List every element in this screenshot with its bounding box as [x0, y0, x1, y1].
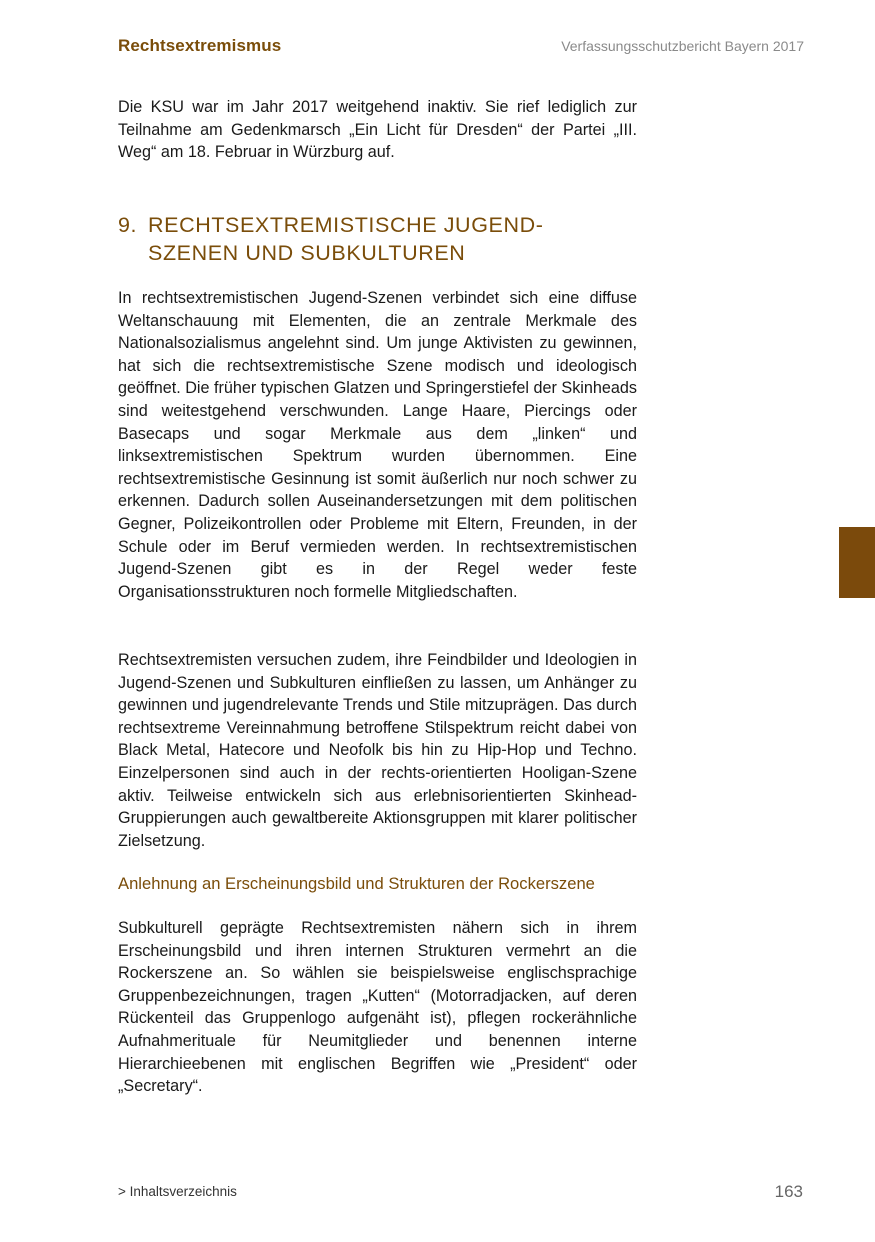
section-heading — [118, 211, 678, 267]
table-of-contents-link[interactable]: > Inhaltsverzeichnis — [118, 1184, 237, 1199]
page-number: 163 — [774, 1182, 803, 1201]
body-paragraph-1: In rechtsextremistischen Jugend-Szenen verbindet sich eine diffuse Weltanschauung mit Elementen, die an zentrale Merkmale des Nationalsozialismus angelehnt sind. Um junge Aktivisten zu gewinnen, hat sich die rechtsextremistische Szene modisch und ideologisch geöffnet. Die früher typischen Glatzen und Springerstiefel der Skinheads sind weitestgehend verschwunden. Lange Haare, Piercings oder Basecaps und sogar Merkmale aus dem „linken“ und linksextremistischen Spektrum wurden übernommen. Eine rechtsextremistische Gesinnung ist somit äußerlich nur noch schwer zu erkennen. Dadurch sollen Auseinandersetzungen mit dem politischen Gegner, Polizeikontrollen oder Probleme mit Eltern, Freunden, in der Schule oder im Beruf vermieden werden. In rechtsextremistischen Jugend-Szenen gibt es in der Regel weder feste Organisationsstrukturen noch formelle Mitgliedschaften. — [118, 289, 637, 601]
section-title-line2: SZENEN UND SUBKULTUREN — [148, 241, 466, 265]
chapter-side-tab — [839, 527, 875, 598]
body-paragraph-2: Rechtsextremisten versuchen zudem, ihre Feindbilder und Ideologien in Jugend-Szenen und Subkulturen einfließen zu lassen, um Anhänger zu gewinnen und jugendrelevante Trends und Stile mitzuprägen. Das durch rechtsextreme Vereinnahmung betroffene Stilspektrum reicht dabei von Black Metal, Hatecore und Neofolk bis hin zu Hip-Hop und Techno. Einzelpersonen sind auch in der rechts-orientierten Hooligan-Szene aktiv. Teilweise entwickeln sich aus erlebnisorientierten Skinhead-Gruppierungen auch gewaltbereite Aktionsgruppen mit klarer politischer Zielsetzung. — [118, 651, 637, 850]
section-title-line1: RECHTSEXTREMISTISCHE JUGEND- — [148, 213, 544, 237]
running-header-section-title: Rechtsextremismus — [118, 36, 282, 55]
section-number: 9. — [118, 213, 138, 237]
intro-paragraph: Die KSU war im Jahr 2017 weitgehend inaktiv. Sie rief lediglich zur Teilnahme am Gedenkmarsch „Ein Licht für Dresden“ der Partei „III. Weg“ am 18. Februar in Würzburg auf. — [118, 98, 637, 162]
running-header-publication-title: Verfassungsschutzbericht Bayern 2017 — [561, 38, 804, 54]
body-paragraph-3: Subkulturell geprägte Rechtsextremisten nähern sich in ihrem Erscheinungsbild und ihren internen Strukturen vermehrt an die Rockerszene an. So wählen sie beispielsweise englischsprachige Gruppenbezeichnungen, tragen „Kutten“ (Motorradjacken, auf deren Rückenteil das Gruppenlogo aufgenäht ist), pflegen rockerähnliche Aufnahmerituale für Neumitglieder und benennen interne Hierarchieebenen mit englischen Begriffen wie „President“ oder „Secretary“. — [118, 919, 637, 1096]
subsection-heading: Anlehnung an Erscheinungsbild und Strukturen der Rockerszene — [118, 874, 595, 893]
